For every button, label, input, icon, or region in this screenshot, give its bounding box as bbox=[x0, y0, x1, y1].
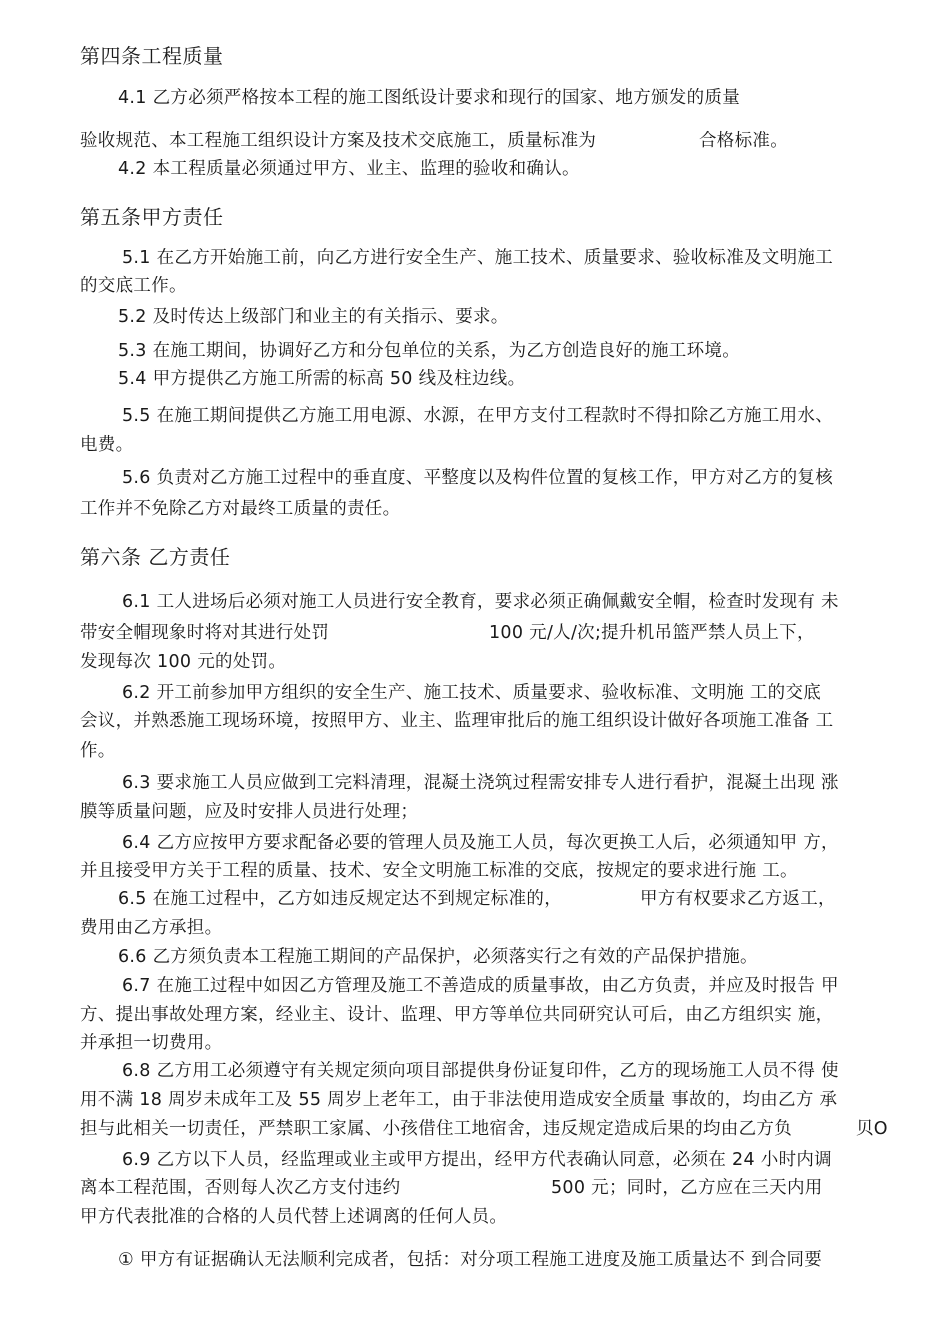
clause-6-1-line-1: 6.1 工人进场后必须对施工人员进行安全教育，要求必须正确佩戴安全帽，检查时发现有 未 bbox=[122, 592, 839, 612]
list-item-1: ① 甲方有证据确认无法顺利完成者，包括：对分项工程施工进度及施工质量达不 到合同要 bbox=[118, 1250, 823, 1270]
clause-6-3-line-1: 6.3 要求施工人员应做到工完料清理，混凝土浇筑过程需安排专人进行看护，混凝土出现 涨 bbox=[122, 773, 839, 793]
clause-5-1-line-1: 5.1 在乙方开始施工前，向乙方进行安全生产、施工技术、质量要求、验收标准及文明施工 bbox=[122, 248, 833, 268]
clause-6-7-line-1: 6.7 在施工过程中如因乙方管理及施工不善造成的质量事故，由乙方负责，并应及时报告 甲 bbox=[122, 976, 839, 996]
clause-5-6-line-1: 5.6 负责对乙方施工过程中的垂直度、平整度以及构件位置的复核工作，甲方对乙方的复核 bbox=[122, 468, 833, 488]
clause-6-3-line-2: 膜等质量问题，应及时安排人员进行处理； bbox=[80, 802, 419, 822]
clause-4-1-line-2a: 验收规范、本工程施工组织设计方案及技术交底施工，质量标准为 bbox=[80, 131, 597, 151]
clause-6-8-line-2: 用不满 18 周岁未成年工及 55 周岁上老年工，由于非法使用造成安全质量 事故的，均由乙方 承 bbox=[80, 1090, 838, 1110]
clause-6-4-line-1: 6.4 乙方应按甲方要求配备必要的管理人员及施工人员，每次更换工人后，必须通知甲 方， bbox=[122, 833, 839, 853]
section-6-heading: 第六条 乙方责任 bbox=[80, 545, 231, 569]
clause-6-8-line-3-end: 贝O bbox=[856, 1119, 888, 1139]
clause-6-9-line-2b: 500 元；同时，乙方应在三天内用 bbox=[551, 1178, 823, 1198]
clause-4-1-line-2b: 合格标准。 bbox=[699, 131, 788, 151]
clause-6-5-line-2: 费用由乙方承担。 bbox=[80, 918, 223, 938]
clause-6-7-line-3: 并承担一切费用。 bbox=[80, 1033, 223, 1053]
clause-6-2-line-3: 作。 bbox=[80, 741, 116, 761]
clause-6-7-line-2: 方、提出事故处理方案，经业主、设计、监理、甲方等单位共同研究认可后，由乙方组织实 施， bbox=[80, 1005, 834, 1025]
clause-6-9-line-1: 6.9 乙方以下人员，经监理或业主或甲方提出，经甲方代表确认同意，必须在 24 小时内调 bbox=[122, 1150, 832, 1170]
clause-6-4-line-2: 并且接受甲方关于工程的质量、技术、安全文明施工标准的交底，按规定的要求进行施 工。 bbox=[80, 861, 798, 881]
clause-6-2-line-1: 6.2 开工前参加甲方组织的安全生产、施工技术、质量要求、验收标准、文明施 工的交底 bbox=[122, 683, 822, 703]
clause-6-1-line-2b: 100 元/人/次;提升机吊篮严禁人员上下， bbox=[489, 623, 815, 643]
clause-6-1-line-3: 发现每次 100 元的处罚。 bbox=[80, 652, 287, 672]
clause-6-1-line-2a: 带安全帽现象时将对其进行处罚 bbox=[80, 623, 330, 643]
clause-6-9-line-2a: 离本工程范围，否则每人次乙方支付违约 bbox=[80, 1178, 401, 1198]
clause-6-2-line-2: 会议，并熟悉施工现场环境，按照甲方、业主、监理审批后的施工组织设计做好各项施工准备 工 bbox=[80, 711, 834, 731]
section-4-heading: 第四条工程质量 bbox=[80, 44, 224, 68]
clause-5-5-line-1: 5.5 在施工期间提供乙方施工用电源、水源，在甲方支付工程款时不得扣除乙方施工用水、 bbox=[122, 406, 833, 426]
clause-5-1-line-2: 的交底工作。 bbox=[80, 276, 187, 296]
clause-5-3: 5.3 在施工期间，协调好乙方和分包单位的关系，为乙方创造良好的施工环境。 bbox=[118, 341, 740, 361]
clause-6-6: 6.6 乙方须负责本工程施工期间的产品保护，必须落实行之有效的产品保护措施。 bbox=[118, 947, 758, 967]
clause-6-5-line-1b: 甲方有权要求乙方返工， bbox=[640, 889, 836, 909]
clause-4-1-line-1: 4.1 乙方必须严格按本工程的施工图纸设计要求和现行的国家、地方颁发的质量 bbox=[118, 88, 740, 108]
clause-6-8-line-3: 担与此相关一切责任，严禁职工家属、小孩借住工地宿舍，违反规定造成后果的均由乙方负 bbox=[80, 1119, 792, 1139]
clause-4-2: 4.2 本工程质量必须通过甲方、业主、监理的验收和确认。 bbox=[118, 159, 580, 179]
clause-5-5-line-2: 电费。 bbox=[80, 435, 134, 455]
clause-6-8-line-1: 6.8 乙方用工必须遵守有关规定须向项目部提供身份证复印件，乙方的现场施工人员不得 使 bbox=[122, 1061, 839, 1081]
clause-6-9-line-3: 甲方代表批准的合格的人员代替上述调离的任何人员。 bbox=[80, 1207, 508, 1227]
clause-5-4: 5.4 甲方提供乙方施工所需的标高 50 线及柱边线。 bbox=[118, 369, 526, 389]
clause-5-6-line-2: 工作并不免除乙方对最终工质量的责任。 bbox=[80, 499, 401, 519]
section-5-heading: 第五条甲方责任 bbox=[80, 205, 224, 229]
clause-5-2: 5.2 及时传达上级部门和业主的有关指示、要求。 bbox=[118, 307, 509, 327]
clause-6-5-line-1a: 6.5 在施工过程中，乙方如违反规定达不到规定标准的， bbox=[118, 889, 562, 909]
